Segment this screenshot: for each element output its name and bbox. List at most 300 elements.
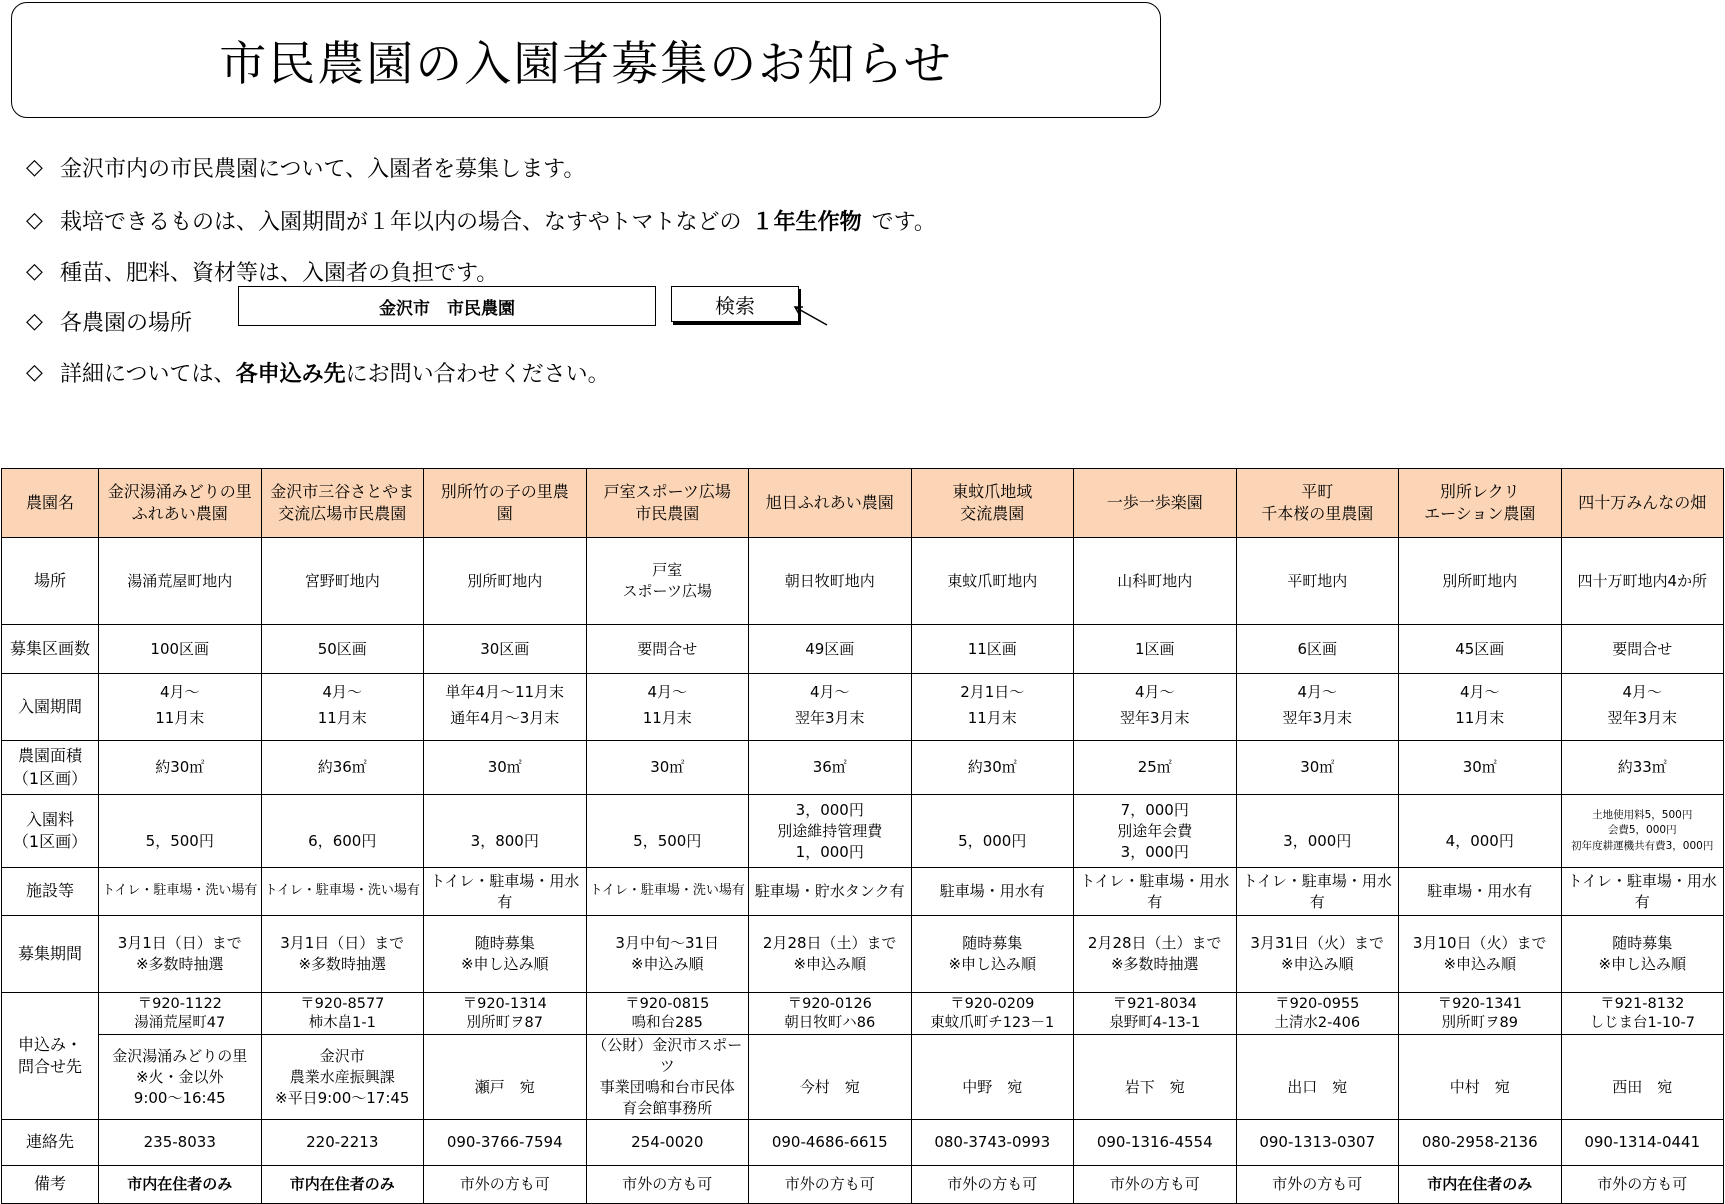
cell-line: 育会館事務所: [622, 1099, 713, 1117]
facilities-cell: [1399, 868, 1562, 916]
cell-line: 交流広場市民農園: [278, 504, 407, 523]
bullet-text: です。: [871, 210, 936, 235]
bullet-strong: １年生作物: [751, 210, 862, 235]
phone-cell: [1236, 1120, 1399, 1166]
address-cell: [1561, 993, 1724, 1035]
cell-line: 瀬戸 宛: [474, 1078, 535, 1096]
phone-cell: [261, 1120, 424, 1166]
cell-line: エーション農園: [1424, 504, 1536, 523]
cell-line: ふれあい農園: [131, 504, 228, 523]
cell-line: 5，500円: [145, 832, 214, 850]
cell-line: ※申し込み順: [1598, 955, 1687, 973]
cell-line: 要問合せ: [1612, 639, 1673, 658]
recruit-cell: [911, 916, 1074, 993]
cell-line: 市外の方も可: [1109, 1175, 1200, 1193]
period-cell: [1561, 674, 1724, 741]
cell-line: 090-1316-4554: [1096, 1133, 1213, 1151]
facilities-cell: [1074, 868, 1237, 916]
cell-line: ※平日9:00～17:45: [275, 1088, 410, 1107]
cell-line: 交流農園: [960, 504, 1025, 523]
cell-line: 〒920-8577: [300, 995, 385, 1012]
period-cell: [1399, 674, 1562, 741]
row-label-line: 農園面積: [17, 746, 82, 766]
row-label-line: 問合せ先: [17, 1057, 82, 1076]
cell-line: 随時募集: [1612, 934, 1673, 952]
cell-line: 5，500円: [633, 832, 702, 850]
cell-line: 090-1314-0441: [1584, 1133, 1701, 1151]
cell-line: 25㎡: [1137, 758, 1172, 776]
period-cell: [99, 674, 262, 741]
row-label: 備考: [2, 1166, 99, 1204]
cell-line: 〒920-1341: [1437, 995, 1522, 1012]
bullet-location: [26, 306, 192, 337]
cell-line: 3，000円: [795, 800, 864, 819]
cell-line: 080-3743-0993: [934, 1133, 1051, 1151]
farm-name-cell: [749, 469, 912, 538]
contact-cell: [1399, 1035, 1562, 1120]
fee-cell: [1074, 795, 1237, 868]
cell-line: ※多数時抽選: [1110, 955, 1199, 973]
row-name: [2, 469, 1724, 538]
bullet-strong: 各申込み先: [235, 362, 346, 387]
cell-line: ※申込み順: [630, 955, 704, 973]
farm-name-cell: [1236, 469, 1399, 538]
area-cell: [1561, 741, 1724, 795]
contact-cell: [99, 1035, 262, 1120]
cell-line: トイレ・駐車場・用水有: [1080, 871, 1230, 911]
phone-cell: [1074, 1120, 1237, 1166]
address-cell: [1074, 993, 1237, 1035]
cell-line: 柿木畠1-1: [308, 1014, 376, 1031]
cell-line: 別途維持管理費: [777, 821, 883, 840]
cell-line: 東蚊爪地域: [952, 482, 1033, 502]
cell-line: 2月28日（土）まで: [1087, 934, 1222, 952]
area-cell: [1074, 741, 1237, 795]
contact-cell: [1236, 1035, 1399, 1120]
cell-line: 45区画: [1455, 639, 1505, 658]
cell-line: 別所竹の子の里農: [440, 482, 569, 502]
plots-cell: [99, 625, 262, 674]
cell-line: 単年4月～11月末: [445, 682, 565, 701]
cell-line: 3，800円: [470, 832, 539, 850]
farm-name-cell: [424, 469, 587, 538]
cell-line: 11月末: [967, 708, 1017, 727]
cell-line: （公財）金沢市スポーツ: [592, 1036, 743, 1075]
phone-cell: [1399, 1120, 1562, 1166]
cell-line: 中野 宛: [962, 1078, 1023, 1096]
address-cell: [586, 993, 749, 1035]
cell-line: ※多数時抽選: [135, 955, 224, 973]
cell-line: 戸室: [652, 561, 683, 579]
cell-line: 四十万町地内4か所: [1577, 571, 1708, 590]
cell-line: 〒920-1314: [462, 995, 547, 1012]
phone-cell: [99, 1120, 262, 1166]
cell-line: 1，000円: [795, 842, 864, 861]
cell-line: トイレ・駐車場・用水有: [430, 871, 580, 911]
row-fee: [2, 795, 1724, 868]
phone-cell: [749, 1120, 912, 1166]
cell-line: 9:00～16:45: [133, 1088, 226, 1107]
cell-line: 090-1313-0307: [1259, 1133, 1376, 1151]
cell-line: 〒920-0955: [1275, 995, 1360, 1012]
recruit-cell: [1074, 916, 1237, 993]
row-location: [2, 538, 1724, 625]
recruit-cell: [1561, 916, 1724, 993]
fee-cell: [586, 795, 749, 868]
bullet-recruit: [26, 152, 585, 183]
cell-line: 駐車場・貯水タンク有: [754, 882, 905, 900]
cell-line: 3月1日（日）まで: [280, 934, 405, 952]
cell-line: トイレ・駐車場・洗い場有: [102, 883, 258, 899]
diamond-icon: ◇: [26, 208, 43, 233]
cell-line: 旭日ふれあい農園: [765, 493, 894, 513]
plots-cell: [749, 625, 912, 674]
bullet-text: 各農園の場所: [60, 311, 193, 336]
cell-line: 市民農園: [635, 504, 700, 523]
cell-line: 2月1日～: [960, 682, 1025, 701]
facilities-cell: [99, 868, 262, 916]
location-cell: [261, 538, 424, 625]
cell-line: 3月中旬～31日: [615, 934, 720, 952]
notes-cell: [1236, 1166, 1399, 1204]
location-cell: [586, 538, 749, 625]
cell-line: 約33㎡: [1617, 758, 1667, 776]
address-cell: [1399, 993, 1562, 1035]
cell-line: ※申し込み順: [948, 955, 1037, 973]
cell-line: 市外の方も可: [947, 1175, 1038, 1193]
area-cell: [261, 741, 424, 795]
cursor-arrow-icon: [793, 305, 829, 327]
area-cell: [424, 741, 587, 795]
cell-line: 49区画: [805, 639, 855, 658]
cell-line: 36㎡: [812, 758, 847, 776]
cell-line: 金沢湯涌みどりの里: [112, 1046, 248, 1065]
cell-line: ※申込み順: [793, 955, 867, 973]
row-plots: [2, 625, 1724, 674]
cell-line: 〒920-0209: [950, 995, 1035, 1012]
fee-cell: [99, 795, 262, 868]
bullet-text: 栽培できるものは、入園期間が１年以内の場合、なすやトマトなどの: [60, 210, 742, 235]
contact-cell: [424, 1035, 587, 1120]
cell-line: 初年度耕運機共有費3，000円: [1571, 839, 1714, 852]
cell-line: 千本桜の里農園: [1261, 504, 1374, 523]
plots-cell: [1236, 625, 1399, 674]
cell-line: 農業水産振興課: [289, 1067, 395, 1086]
cell-line: 別所町地内: [467, 571, 543, 590]
facilities-cell: [1236, 868, 1399, 916]
cell-line: 30㎡: [1300, 758, 1335, 776]
cell-line: 駐車場・用水有: [939, 882, 1045, 900]
cell-line: トイレ・駐車場・用水有: [1242, 871, 1392, 911]
cell-line: 平町: [1301, 482, 1334, 502]
farm-table: [1, 468, 1724, 1204]
cell-line: 4月～: [1134, 682, 1175, 701]
cell-line: 4月～: [1459, 682, 1500, 701]
notes-cell: [749, 1166, 912, 1204]
cell-line: 11月末: [1455, 708, 1505, 727]
period-cell: [1236, 674, 1399, 741]
period-cell: [424, 674, 587, 741]
cell-line: 金沢市: [319, 1046, 365, 1065]
farm-name-cell: [261, 469, 424, 538]
cell-line: 園: [496, 504, 513, 523]
area-cell: [1399, 741, 1562, 795]
cell-line: 100区画: [150, 639, 210, 658]
row-label: 連絡先: [2, 1120, 99, 1166]
cell-line: しじま台1-10-7: [1589, 1014, 1695, 1031]
cell-line: トイレ・駐車場・洗い場有: [589, 883, 745, 899]
fee-cell: [1236, 795, 1399, 868]
facilities-cell: [586, 868, 749, 916]
cell-line: 11月末: [155, 708, 205, 727]
facilities-cell: [424, 868, 587, 916]
period-cell: [586, 674, 749, 741]
cell-line: 市外の方も可: [622, 1175, 713, 1193]
row-phone: [2, 1120, 1724, 1166]
address-cell: [99, 993, 262, 1035]
cell-line: 翌年3月末: [1607, 708, 1678, 727]
address-cell: [424, 993, 587, 1035]
cell-line: 30㎡: [650, 758, 685, 776]
location-cell: [1236, 538, 1399, 625]
row-apply-contact: [2, 1035, 1724, 1120]
facilities-cell: [749, 868, 912, 916]
cell-line: 〒921-8132: [1600, 995, 1685, 1012]
cell-line: 中村 宛: [1449, 1078, 1510, 1096]
cell-line: 翌年3月末: [794, 708, 865, 727]
cell-line: 湯涌荒屋町地内: [127, 571, 233, 590]
cell-line: 別所レクリ: [1439, 482, 1520, 502]
cell-line: 要問合せ: [637, 639, 698, 658]
cell-line: 随時募集: [474, 934, 535, 952]
cell-line: 2月28日（土）まで: [762, 934, 897, 952]
cell-line: 30㎡: [487, 758, 522, 776]
cell-line: 翌年3月末: [1282, 708, 1353, 727]
cell-line: 駐車場・用水有: [1427, 882, 1533, 900]
contact-cell: [911, 1035, 1074, 1120]
cell-line: 事業団鳴和台市民体: [599, 1078, 735, 1096]
area-cell: [586, 741, 749, 795]
cell-line: 東蚊爪町チ123－1: [930, 1014, 1055, 1031]
notes-cell: [99, 1166, 262, 1204]
cell-line: 湯涌荒屋町47: [134, 1014, 226, 1031]
cell-line: 6区画: [1297, 639, 1338, 658]
cell-line: 3，000円: [1283, 832, 1352, 850]
row-label: [2, 795, 99, 868]
period-cell: [911, 674, 1074, 741]
cell-line: 土地使用料5，500円: [1592, 809, 1693, 822]
recruit-cell: [261, 916, 424, 993]
diamond-icon: ◇: [26, 259, 43, 284]
plots-cell: [1074, 625, 1237, 674]
cell-line: ※申込み順: [1443, 955, 1517, 973]
plots-cell: [261, 625, 424, 674]
cell-line: 11区画: [967, 639, 1017, 658]
fee-cell: [1561, 795, 1724, 868]
recruit-cell: [424, 916, 587, 993]
cell-line: 4月～: [159, 682, 200, 701]
cell-line: 11月末: [317, 708, 367, 727]
cell-line: 約36㎡: [317, 758, 367, 776]
page-title: 市民農園の入園者募集のお知らせ: [219, 36, 953, 92]
cell-line: 山科町地内: [1117, 571, 1193, 590]
row-notes: [2, 1166, 1724, 1204]
cell-line: 080-2958-2136: [1421, 1133, 1538, 1151]
phone-cell: [911, 1120, 1074, 1166]
area-cell: [749, 741, 912, 795]
bullet-text: 金沢市内の市民農園について、入園者を募集します。: [60, 157, 586, 182]
cell-line: 4月～: [1622, 682, 1663, 701]
row-area: [2, 741, 1724, 795]
row-label: 農園名: [2, 469, 99, 538]
cell-line: 四十万みんなの畑: [1578, 493, 1707, 513]
fee-cell: [1399, 795, 1562, 868]
cell-line: 254-0020: [631, 1133, 704, 1151]
recruit-cell: [1236, 916, 1399, 993]
cell-line: 金沢湯涌みどりの里: [107, 482, 252, 502]
row-label: [2, 993, 99, 1120]
cell-line: 1区画: [1134, 639, 1175, 658]
search-input[interactable]: 金沢市 市民農園: [238, 286, 656, 326]
cell-line: トイレ・駐車場・洗い場有: [264, 883, 420, 899]
cell-line: 別所町ヲ89: [1441, 1014, 1518, 1031]
row-label: 募集区画数: [2, 625, 99, 674]
area-cell: [99, 741, 262, 795]
location-cell: [1074, 538, 1237, 625]
contact-cell: [586, 1035, 749, 1120]
cell-line: 別所町地内: [1442, 571, 1518, 590]
cell-line: スポーツ広場: [622, 582, 712, 600]
cell-line: 西田 宛: [1612, 1078, 1673, 1096]
search-button[interactable]: 検索: [671, 286, 799, 322]
row-label: 入園期間: [2, 674, 99, 741]
cell-line: 一歩一歩楽園: [1106, 493, 1203, 513]
cell-line: 4月～: [322, 682, 363, 701]
cell-line: 市外の方も可: [1272, 1175, 1363, 1193]
row-label-line: 入園料: [25, 809, 74, 829]
cell-line: 市内在住者のみ: [289, 1175, 395, 1193]
location-cell: [424, 538, 587, 625]
cell-line: 平町地内: [1287, 571, 1348, 590]
recruit-cell: [749, 916, 912, 993]
cell-line: 泉野町4-13-1: [1109, 1014, 1201, 1031]
recruit-cell: [99, 916, 262, 993]
notes-cell: [1399, 1166, 1562, 1204]
plots-cell: [1561, 625, 1724, 674]
cell-line: 090-4686-6615: [771, 1133, 888, 1151]
cell-line: 通年4月～3月末: [450, 708, 560, 727]
row-label-line: （1区画）: [12, 768, 88, 788]
location-cell: [99, 538, 262, 625]
cell-line: 岩下 宛: [1124, 1078, 1185, 1096]
plots-cell: [1399, 625, 1562, 674]
bullet-costs: [26, 256, 498, 287]
cell-line: 11月末: [642, 708, 692, 727]
diamond-icon: ◇: [26, 155, 43, 180]
diamond-icon: ◇: [26, 360, 43, 385]
row-period: [2, 674, 1724, 741]
farm-name-cell: [1074, 469, 1237, 538]
row-facilities: [2, 868, 1724, 916]
row-label: 場所: [2, 538, 99, 625]
cell-line: 5，000円: [958, 832, 1027, 850]
farm-name-cell: [99, 469, 262, 538]
recruit-cell: [1399, 916, 1562, 993]
row-label: 募集期間: [2, 916, 99, 993]
cell-line: 〒920-0126: [787, 995, 872, 1012]
cell-line: 市外の方も可: [459, 1175, 550, 1193]
plots-cell: [911, 625, 1074, 674]
notes-cell: [1561, 1166, 1724, 1204]
fee-cell: [911, 795, 1074, 868]
plots-cell: [586, 625, 749, 674]
fee-cell: [749, 795, 912, 868]
cell-line: ※申し込み順: [460, 955, 549, 973]
cell-line: 市外の方も可: [1597, 1175, 1688, 1193]
farm-name-cell: [586, 469, 749, 538]
fee-cell: [261, 795, 424, 868]
row-recruit: [2, 916, 1724, 993]
cell-line: 235-8033: [143, 1133, 216, 1151]
cell-line: 約30㎡: [155, 758, 205, 776]
phone-cell: [586, 1120, 749, 1166]
address-cell: [911, 993, 1074, 1035]
cell-line: 〒920-1122: [137, 995, 222, 1012]
cell-line: 市内在住者のみ: [127, 1175, 233, 1193]
cell-line: 宮野町地内: [304, 571, 380, 590]
cell-line: ※火・金以外: [135, 1067, 224, 1086]
cell-line: ※多数時抽選: [298, 955, 387, 973]
cell-line: 4，000円: [1445, 832, 1514, 850]
cell-line: 出口 宛: [1287, 1078, 1348, 1096]
location-cell: [749, 538, 912, 625]
row-label-line: （1区画）: [12, 832, 88, 851]
cell-line: 別所町ヲ87: [466, 1014, 543, 1031]
cell-line: 3月10日（火）まで: [1412, 934, 1547, 952]
cell-line: 3月1日（日）まで: [117, 934, 242, 952]
cell-line: 3，000円: [1120, 842, 1189, 861]
notes-cell: [586, 1166, 749, 1204]
cell-line: 会費5，000円: [1607, 824, 1677, 837]
cell-line: 220-2213: [306, 1133, 379, 1151]
row-label: 施設等: [2, 868, 99, 916]
cell-line: 市外の方も可: [784, 1175, 875, 1193]
fee-cell: [424, 795, 587, 868]
cell-line: 朝日牧町ハ86: [784, 1014, 876, 1031]
notes-cell: [261, 1166, 424, 1204]
row-label-line: 申込み・: [17, 1034, 82, 1054]
cell-line: 4月～: [1297, 682, 1338, 701]
cell-line: 4月～: [809, 682, 850, 701]
cell-line: 市内在住者のみ: [1427, 1175, 1533, 1193]
cell-line: 〒921-8034: [1112, 995, 1197, 1012]
cell-line: 今村 宛: [799, 1078, 860, 1096]
contact-cell: [1074, 1035, 1237, 1120]
diamond-icon: ◇: [26, 309, 43, 334]
cell-line: ※申込み順: [1280, 955, 1354, 973]
bullet-details: [26, 357, 610, 388]
row-apply-address: [2, 993, 1724, 1035]
facilities-cell: [261, 868, 424, 916]
cell-line: 随時募集: [962, 934, 1023, 952]
location-cell: [1561, 538, 1724, 625]
cell-line: 30区画: [480, 639, 530, 658]
contact-cell: [749, 1035, 912, 1120]
cell-line: 土清水2-406: [1274, 1014, 1361, 1031]
title-box: [11, 2, 1161, 118]
location-cell: [1399, 538, 1562, 625]
address-cell: [749, 993, 912, 1035]
